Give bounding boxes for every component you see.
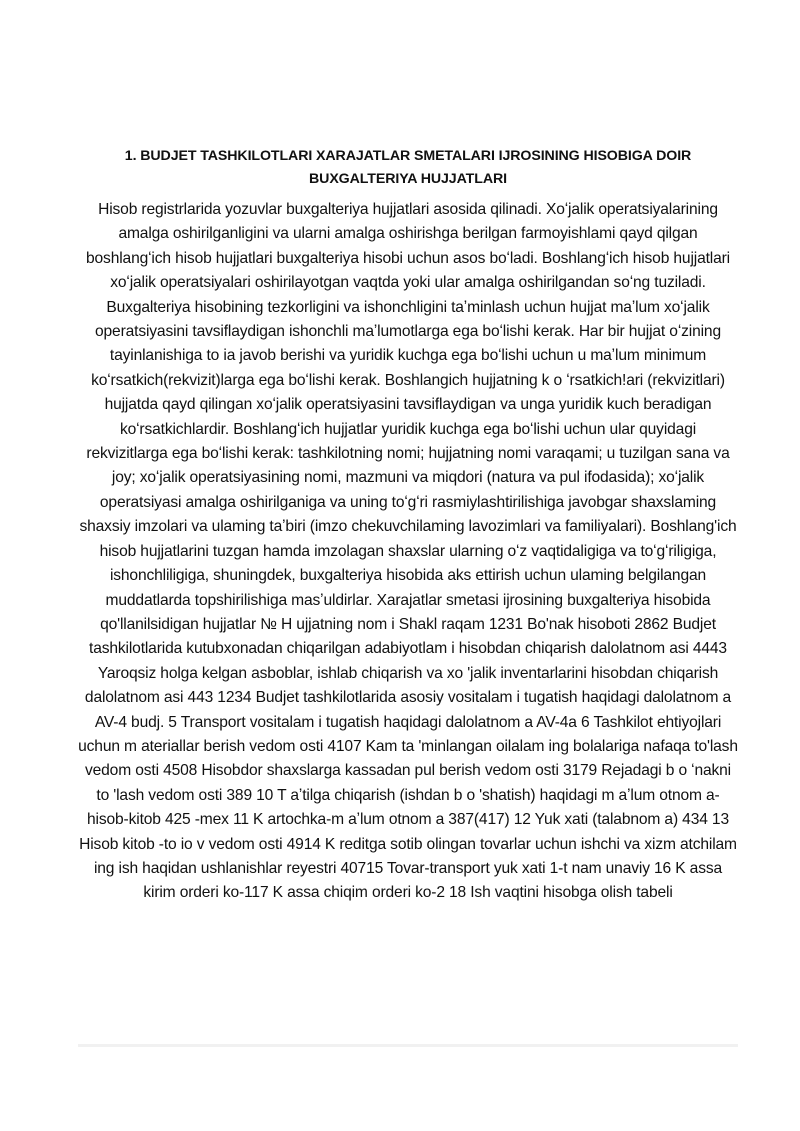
page-bottom-divider xyxy=(78,1044,738,1047)
document-page xyxy=(78,145,738,906)
document-heading xyxy=(78,145,738,191)
heading-line-2: BUXGALTERIYA HUJJATLARI xyxy=(309,171,507,187)
body-paragraph: Hisob registrlarida yozuvlar buxgalteriya hujjatlari asosida qilinadi. Xoʻjalik operatsiyalarining amalga oshirilganligini va ularni amalga oshirishga berilgan farmoyishlami qayd qilgan boshlangʻich hisob hujjatlari buxgalteriya hisobi uchun asos boʻladi. Boshlangʻich hisob hujjatlari xoʻjalik operatsiyalari oshirilayotgan vaqtda yoki ular amalga oshirilgandan soʻng tuziladi. Buxgalteriya hisobining tezkorligini va ishonchligini taʼminlash uchun hujjat maʼlum xoʻjalik operatsiyasini tavsiflaydigan ishonchli maʼlumotlarga ega boʻlishi kerak. Har bir hujjat oʻzining tayinlanishiga to ia javob berishi va yuridik kuchga ega boʻlishi uchun u maʼlum minimum koʻrsatkich(rekvizit)larga ega boʻlishi kerak. Boshlangich hujjatning k o ʻrsatkich!ari (rekvizitlari) hujjatda qayd qilingan xoʻjalik operatsiyasini tavsiflaydigan va unga yuridik kuch beradigan koʻrsatkichlardir. Boshlangʻich hujjatlar yuridik kuchga ega boʻlishi uchun ular quyidagi rekvizitlarga ega boʻlishi kerak: tashkilotning nomi; hujjatning nomi varaqami; u tuzilgan sana va joy; xoʻjalik operatsiyasining nomi, mazmuni va miqdori (natura va pul ifodasida); xoʻjalik operatsiyasi amalga oshirilganiga va uning toʻgʻri rasmiylashtirilishiga javobgar shaxslaming shaxsiy imzolari va ulaming taʼbiri (imzo chekuvchilaming lavozimlari va familiyalari). Boshlang'ich hisob hujjatlarini tuzgan hamda imzolagan shaxslar ularning oʻz vaqtidaligiga va toʻgʻriligiga, ishonchliligiga, shuningdek, buxgalteriya hisobida aks ettirish uchun ulaming belgilangan muddatlarda topshirilishiga masʼuldirlar. Xarajatlar smetasi ijrosining buxgalteriya hisobida qo'llanilsidigan hujjatlar № H ujjatning nom i Shakl raqam 1231 Bo'nak hisoboti 2862 Budjet tashkilotlarida kutubxonadan chiqarilgan adabiyotlam i hisobdan chiqarish dalolatnom asi 4443 Yaroqsiz holga kelgan asboblar, ishlab chiqarish va xo 'jalik inventarlarini hisobdan chiqarish dalolatnom asi 443 1234 Budjet tashkilotlarida asosiy vositalam i tugatish haqidagi dalolatnom a AV-4 budj. 5 Transport vositalam i tugatish haqidagi dalolatnom a AV-4a 6 Tashkilot ehtiyojlari uchun m ateriallar berish vedom osti 4107 Kam ta 'minlangan oilalam ing bolalariga nafaqa to'lash vedom osti 4508 Hisobdor shaxslarga kassadan pul berish vedom osti 3179 Rejadagi b o ʻnakni to 'lash vedom osti 389 10 T aʼtilga chiqarish (ishdan b o 'shatish) haqidagi m aʼlum otnom a-hisob-kitob 425 -mex 11 K artochka-m aʼlum otnom a 387(417) 12 Yuk xati (talabnom a) 434 13 Hisob kitob -to io v vedom osti 4914 K reditga sotib olingan tovarlar uchun ishchi va xizm atchilam ing ish haqidan ushlanishlar reyestri 40715 Tovar-transport yuk xati 1-t nam unaviy 16 K assa kirim orderi ko-117 K assa chiqim orderi ko-2 18 Ish vaqtini hisobga olish tabeli xyxy=(78,201,738,902)
heading-line-1: 1. BUDJET TASHKILOTLARI XARAJATLAR SMETALARI IJROSINING HISOBIGA DOIR xyxy=(124,148,692,164)
